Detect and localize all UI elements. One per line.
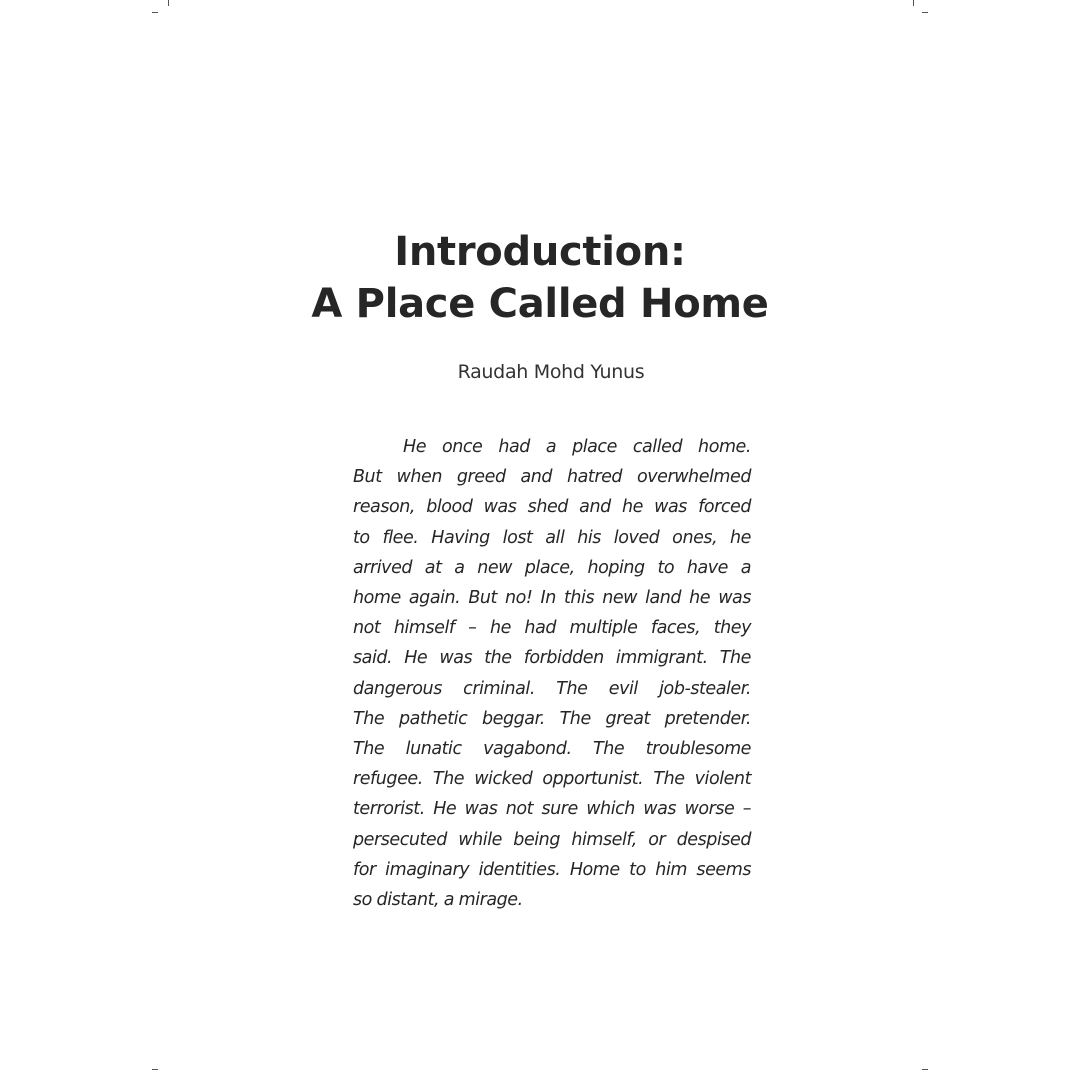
author-name: Raudah Mohd Yunus — [457, 361, 645, 383]
crop-mark-top-right-h — [922, 12, 928, 13]
paragraph-line: so distant, a mirage. — [353, 890, 523, 911]
paragraph-line: But when greed and hatred overwhelmed — [353, 467, 751, 488]
paragraph-line: The lunatic vagabond. The troublesome — [353, 739, 751, 760]
crop-mark-bottom-right-h — [922, 1069, 928, 1070]
intro-paragraph — [353, 432, 751, 915]
paragraph-line: The pathetic beggar. The great pretender. — [353, 708, 751, 729]
paragraph-line: dangerous criminal. The evil job-stealer. — [353, 678, 751, 699]
paragraph-line: to flee. Having lost all his loved ones, he — [353, 527, 751, 548]
chapter-title-line-2: A Place Called Home — [311, 281, 769, 327]
paragraph-line: He once had a place called home. — [403, 437, 751, 457]
chapter-title-line-1: Introduction: — [394, 229, 686, 275]
paragraph-line: arrived at a new place, hoping to have a — [353, 557, 751, 578]
paragraph-line: reason, blood was shed and he was forced — [353, 497, 751, 518]
paragraph-line: said. He was the forbidden immigrant. The — [353, 648, 751, 669]
paragraph-line: home again. But no! In this new land he was — [353, 588, 751, 609]
crop-mark-top-right-v — [913, 0, 914, 6]
crop-mark-top-left-v — [168, 0, 169, 6]
paragraph-line: persecuted while being himself, or despised — [353, 829, 751, 850]
paragraph-line: not himself – he had multiple faces, they — [353, 618, 751, 639]
crop-mark-top-left-h — [152, 12, 158, 13]
paragraph-line: terrorist. He was not sure which was worse – — [353, 799, 751, 820]
paragraph-line: for imaginary identities. Home to him seems — [353, 859, 751, 880]
paragraph-line: refugee. The wicked opportunist. The violent — [353, 769, 751, 790]
crop-mark-bottom-left-h — [152, 1069, 158, 1070]
chapter-title — [0, 226, 1080, 330]
